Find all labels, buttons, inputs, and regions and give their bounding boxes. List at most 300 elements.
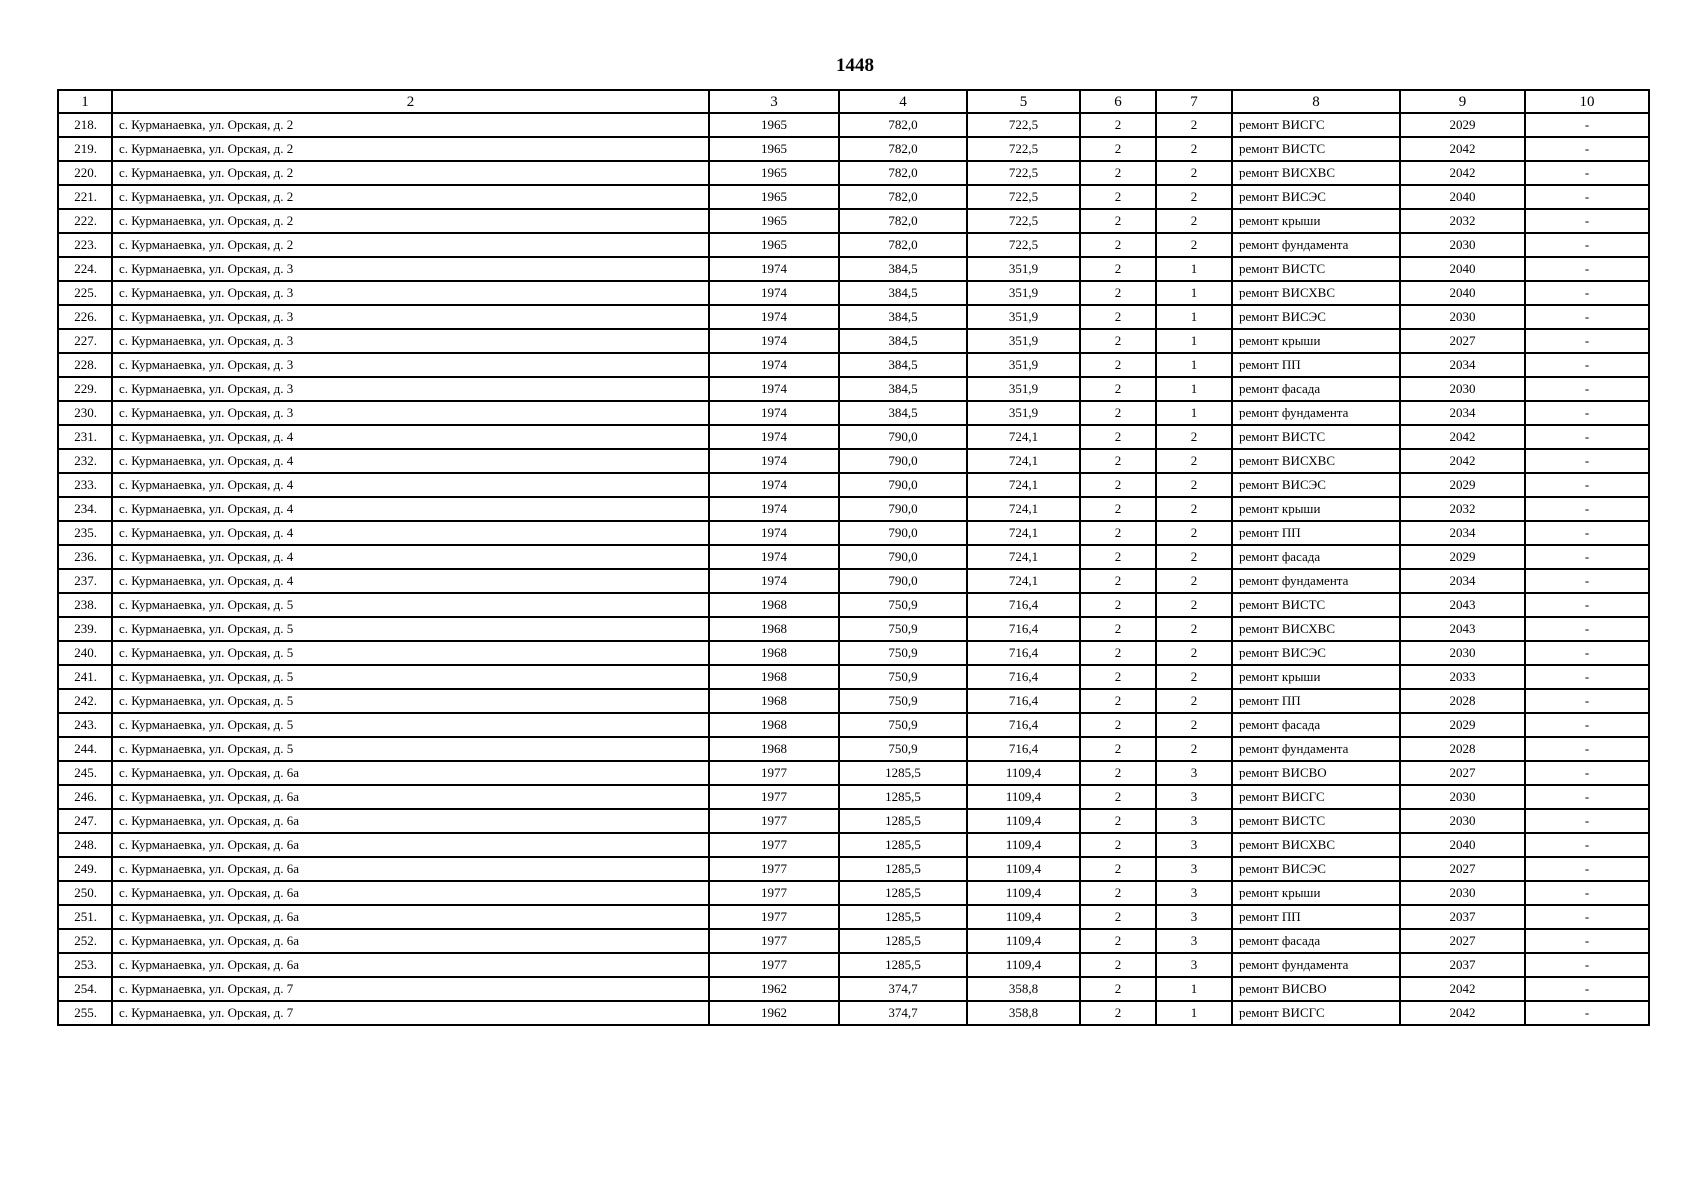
cell-build-year: 1974 (709, 329, 839, 353)
cell-total-area: 750,9 (839, 713, 967, 737)
cell-entrances: 1 (1156, 1001, 1232, 1025)
cell-total-area: 1285,5 (839, 809, 967, 833)
cell-address: с. Курманаевка, ул. Орская, д. 6а (112, 761, 709, 785)
cell-row-number: 228. (58, 353, 112, 377)
cell-total-area: 1285,5 (839, 857, 967, 881)
cell-row-number: 242. (58, 689, 112, 713)
cell-note: - (1525, 953, 1649, 977)
cell-floors: 2 (1080, 905, 1156, 929)
cell-address: с. Курманаевка, ул. Орская, д. 4 (112, 449, 709, 473)
cell-build-year: 1968 (709, 665, 839, 689)
cell-entrances: 1 (1156, 377, 1232, 401)
column-header-2: 2 (112, 90, 709, 113)
cell-row-number: 222. (58, 209, 112, 233)
cell-entrances: 2 (1156, 617, 1232, 641)
cell-living-area: 351,9 (967, 353, 1080, 377)
cell-repair-year: 2043 (1400, 617, 1525, 641)
table-row (58, 641, 1649, 665)
cell-row-number: 240. (58, 641, 112, 665)
cell-floors: 2 (1080, 881, 1156, 905)
cell-address: с. Курманаевка, ул. Орская, д. 2 (112, 209, 709, 233)
cell-floors: 2 (1080, 137, 1156, 161)
cell-total-area: 384,5 (839, 401, 967, 425)
table-row (58, 257, 1649, 281)
cell-repair-year: 2042 (1400, 449, 1525, 473)
cell-repair-year: 2040 (1400, 257, 1525, 281)
cell-row-number: 224. (58, 257, 112, 281)
cell-living-area: 358,8 (967, 1001, 1080, 1025)
cell-row-number: 251. (58, 905, 112, 929)
cell-row-number: 227. (58, 329, 112, 353)
cell-repair-year: 2027 (1400, 857, 1525, 881)
cell-build-year: 1977 (709, 833, 839, 857)
table-row (58, 665, 1649, 689)
cell-total-area: 1285,5 (839, 785, 967, 809)
cell-note: - (1525, 209, 1649, 233)
cell-row-number: 254. (58, 977, 112, 1001)
cell-address: с. Курманаевка, ул. Орская, д. 6а (112, 953, 709, 977)
cell-address: с. Курманаевка, ул. Орская, д. 3 (112, 377, 709, 401)
cell-address: с. Курманаевка, ул. Орская, д. 6а (112, 785, 709, 809)
cell-address: с. Курманаевка, ул. Орская, д. 5 (112, 641, 709, 665)
cell-build-year: 1974 (709, 377, 839, 401)
cell-repair-year: 2030 (1400, 881, 1525, 905)
cell-row-number: 226. (58, 305, 112, 329)
cell-repair-year: 2027 (1400, 329, 1525, 353)
cell-repair-year: 2030 (1400, 809, 1525, 833)
cell-entrances: 2 (1156, 641, 1232, 665)
table-row (58, 593, 1649, 617)
cell-floors: 2 (1080, 977, 1156, 1001)
cell-row-number: 221. (58, 185, 112, 209)
cell-repair-year: 2042 (1400, 425, 1525, 449)
cell-entrances: 2 (1156, 521, 1232, 545)
cell-living-area: 716,4 (967, 593, 1080, 617)
cell-note: - (1525, 425, 1649, 449)
cell-floors: 2 (1080, 665, 1156, 689)
cell-build-year: 1977 (709, 929, 839, 953)
cell-row-number: 239. (58, 617, 112, 641)
cell-row-number: 218. (58, 113, 112, 137)
cell-note: - (1525, 473, 1649, 497)
cell-floors: 2 (1080, 641, 1156, 665)
cell-total-area: 750,9 (839, 617, 967, 641)
cell-row-number: 220. (58, 161, 112, 185)
cell-work-type: ремонт ПП (1232, 905, 1400, 929)
cell-floors: 2 (1080, 353, 1156, 377)
cell-row-number: 223. (58, 233, 112, 257)
table-row (58, 377, 1649, 401)
cell-work-type: ремонт ВИСТС (1232, 257, 1400, 281)
cell-floors: 2 (1080, 929, 1156, 953)
cell-build-year: 1974 (709, 569, 839, 593)
cell-row-number: 238. (58, 593, 112, 617)
cell-build-year: 1965 (709, 161, 839, 185)
cell-repair-year: 2033 (1400, 665, 1525, 689)
cell-repair-year: 2040 (1400, 833, 1525, 857)
cell-total-area: 384,5 (839, 257, 967, 281)
cell-repair-year: 2028 (1400, 689, 1525, 713)
cell-row-number: 235. (58, 521, 112, 545)
cell-floors: 2 (1080, 161, 1156, 185)
cell-total-area: 384,5 (839, 329, 967, 353)
cell-floors: 2 (1080, 689, 1156, 713)
cell-address: с. Курманаевка, ул. Орская, д. 7 (112, 977, 709, 1001)
cell-note: - (1525, 641, 1649, 665)
cell-address: с. Курманаевка, ул. Орская, д. 2 (112, 137, 709, 161)
table-row (58, 473, 1649, 497)
cell-living-area: 358,8 (967, 977, 1080, 1001)
cell-build-year: 1968 (709, 737, 839, 761)
cell-entrances: 2 (1156, 497, 1232, 521)
cell-total-area: 790,0 (839, 521, 967, 545)
cell-address: с. Курманаевка, ул. Орская, д. 5 (112, 737, 709, 761)
cell-entrances: 2 (1156, 737, 1232, 761)
table-row (58, 545, 1649, 569)
cell-living-area: 716,4 (967, 689, 1080, 713)
table-row (58, 1001, 1649, 1025)
cell-floors: 2 (1080, 113, 1156, 137)
cell-row-number: 255. (58, 1001, 112, 1025)
cell-work-type: ремонт ПП (1232, 689, 1400, 713)
cell-living-area: 724,1 (967, 569, 1080, 593)
cell-address: с. Курманаевка, ул. Орская, д. 5 (112, 665, 709, 689)
cell-entrances: 1 (1156, 401, 1232, 425)
cell-floors: 2 (1080, 545, 1156, 569)
cell-build-year: 1965 (709, 185, 839, 209)
cell-note: - (1525, 977, 1649, 1001)
cell-work-type: ремонт ВИСТС (1232, 593, 1400, 617)
cell-entrances: 1 (1156, 977, 1232, 1001)
table-row (58, 497, 1649, 521)
cell-address: с. Курманаевка, ул. Орская, д. 4 (112, 521, 709, 545)
cell-living-area: 351,9 (967, 305, 1080, 329)
cell-note: - (1525, 809, 1649, 833)
column-header-9: 9 (1400, 90, 1525, 113)
cell-work-type: ремонт ВИСЭС (1232, 473, 1400, 497)
cell-address: с. Курманаевка, ул. Орская, д. 5 (112, 617, 709, 641)
table-row (58, 137, 1649, 161)
cell-build-year: 1962 (709, 977, 839, 1001)
table-row (58, 233, 1649, 257)
table-row (58, 713, 1649, 737)
cell-address: с. Курманаевка, ул. Орская, д. 2 (112, 113, 709, 137)
cell-total-area: 790,0 (839, 497, 967, 521)
cell-entrances: 3 (1156, 953, 1232, 977)
header-row (58, 90, 1649, 113)
cell-row-number: 236. (58, 545, 112, 569)
cell-living-area: 351,9 (967, 257, 1080, 281)
cell-entrances: 2 (1156, 137, 1232, 161)
cell-repair-year: 2027 (1400, 929, 1525, 953)
cell-work-type: ремонт ВИСГС (1232, 785, 1400, 809)
cell-total-area: 750,9 (839, 665, 967, 689)
table-row (58, 449, 1649, 473)
cell-entrances: 1 (1156, 329, 1232, 353)
cell-floors: 2 (1080, 233, 1156, 257)
cell-note: - (1525, 1001, 1649, 1025)
cell-build-year: 1974 (709, 545, 839, 569)
cell-entrances: 2 (1156, 545, 1232, 569)
cell-note: - (1525, 521, 1649, 545)
cell-repair-year: 2040 (1400, 281, 1525, 305)
cell-note: - (1525, 593, 1649, 617)
column-header-1: 1 (58, 90, 112, 113)
cell-work-type: ремонт ВИСХВС (1232, 833, 1400, 857)
cell-row-number: 229. (58, 377, 112, 401)
cell-repair-year: 2032 (1400, 209, 1525, 233)
cell-build-year: 1974 (709, 521, 839, 545)
cell-total-area: 1285,5 (839, 761, 967, 785)
cell-note: - (1525, 329, 1649, 353)
cell-row-number: 246. (58, 785, 112, 809)
cell-living-area: 722,5 (967, 137, 1080, 161)
cell-address: с. Курманаевка, ул. Орская, д. 4 (112, 473, 709, 497)
cell-living-area: 351,9 (967, 281, 1080, 305)
cell-total-area: 782,0 (839, 161, 967, 185)
cell-address: с. Курманаевка, ул. Орская, д. 4 (112, 497, 709, 521)
cell-note: - (1525, 857, 1649, 881)
cell-total-area: 782,0 (839, 209, 967, 233)
column-header-4: 4 (839, 90, 967, 113)
cell-floors: 2 (1080, 593, 1156, 617)
cell-work-type: ремонт фундамента (1232, 401, 1400, 425)
table-row (58, 569, 1649, 593)
cell-work-type: ремонт фундамента (1232, 953, 1400, 977)
table-row (58, 833, 1649, 857)
cell-floors: 2 (1080, 281, 1156, 305)
cell-living-area: 722,5 (967, 113, 1080, 137)
cell-row-number: 248. (58, 833, 112, 857)
cell-living-area: 1109,4 (967, 785, 1080, 809)
cell-address: с. Курманаевка, ул. Орская, д. 6а (112, 809, 709, 833)
cell-build-year: 1977 (709, 761, 839, 785)
cell-repair-year: 2034 (1400, 401, 1525, 425)
cell-living-area: 724,1 (967, 497, 1080, 521)
cell-note: - (1525, 281, 1649, 305)
cell-address: с. Курманаевка, ул. Орская, д. 6а (112, 905, 709, 929)
cell-entrances: 1 (1156, 257, 1232, 281)
cell-address: с. Курманаевка, ул. Орская, д. 4 (112, 569, 709, 593)
cell-living-area: 716,4 (967, 665, 1080, 689)
cell-repair-year: 2037 (1400, 953, 1525, 977)
cell-floors: 2 (1080, 737, 1156, 761)
cell-repair-year: 2042 (1400, 1001, 1525, 1025)
cell-living-area: 1109,4 (967, 953, 1080, 977)
cell-repair-year: 2042 (1400, 977, 1525, 1001)
table-row (58, 857, 1649, 881)
cell-address: с. Курманаевка, ул. Орская, д. 2 (112, 161, 709, 185)
table-row (58, 905, 1649, 929)
cell-entrances: 2 (1156, 185, 1232, 209)
cell-repair-year: 2029 (1400, 713, 1525, 737)
cell-total-area: 782,0 (839, 137, 967, 161)
table-row (58, 809, 1649, 833)
cell-build-year: 1974 (709, 425, 839, 449)
cell-repair-year: 2034 (1400, 353, 1525, 377)
cell-note: - (1525, 713, 1649, 737)
cell-floors: 2 (1080, 209, 1156, 233)
table-row (58, 617, 1649, 641)
cell-living-area: 1109,4 (967, 833, 1080, 857)
cell-note: - (1525, 305, 1649, 329)
cell-build-year: 1965 (709, 233, 839, 257)
cell-build-year: 1968 (709, 641, 839, 665)
table-body (58, 113, 1649, 1025)
cell-work-type: ремонт фасада (1232, 545, 1400, 569)
cell-address: с. Курманаевка, ул. Орская, д. 2 (112, 233, 709, 257)
cell-entrances: 1 (1156, 281, 1232, 305)
cell-row-number: 219. (58, 137, 112, 161)
cell-note: - (1525, 137, 1649, 161)
cell-work-type: ремонт ВИСЭС (1232, 185, 1400, 209)
cell-row-number: 231. (58, 425, 112, 449)
cell-row-number: 247. (58, 809, 112, 833)
cell-build-year: 1977 (709, 857, 839, 881)
table-row (58, 785, 1649, 809)
cell-address: с. Курманаевка, ул. Орская, д. 6а (112, 929, 709, 953)
cell-address: с. Курманаевка, ул. Орская, д. 5 (112, 713, 709, 737)
cell-row-number: 244. (58, 737, 112, 761)
table-row (58, 281, 1649, 305)
cell-work-type: ремонт фасада (1232, 713, 1400, 737)
cell-living-area: 724,1 (967, 449, 1080, 473)
cell-note: - (1525, 353, 1649, 377)
cell-repair-year: 2030 (1400, 305, 1525, 329)
cell-work-type: ремонт фасада (1232, 377, 1400, 401)
cell-address: с. Курманаевка, ул. Орская, д. 3 (112, 281, 709, 305)
cell-row-number: 249. (58, 857, 112, 881)
cell-note: - (1525, 257, 1649, 281)
cell-address: с. Курманаевка, ул. Орская, д. 6а (112, 881, 709, 905)
cell-repair-year: 2028 (1400, 737, 1525, 761)
cell-note: - (1525, 737, 1649, 761)
cell-floors: 2 (1080, 809, 1156, 833)
cell-living-area: 1109,4 (967, 881, 1080, 905)
cell-repair-year: 2029 (1400, 545, 1525, 569)
cell-work-type: ремонт ВИСВО (1232, 977, 1400, 1001)
cell-address: с. Курманаевка, ул. Орская, д. 4 (112, 545, 709, 569)
cell-note: - (1525, 113, 1649, 137)
table-row (58, 977, 1649, 1001)
cell-floors: 2 (1080, 953, 1156, 977)
cell-living-area: 1109,4 (967, 905, 1080, 929)
cell-repair-year: 2034 (1400, 521, 1525, 545)
cell-address: с. Курманаевка, ул. Орская, д. 3 (112, 353, 709, 377)
cell-entrances: 3 (1156, 833, 1232, 857)
cell-work-type: ремонт фундамента (1232, 737, 1400, 761)
cell-living-area: 716,4 (967, 713, 1080, 737)
cell-entrances: 2 (1156, 473, 1232, 497)
cell-build-year: 1968 (709, 617, 839, 641)
cell-entrances: 2 (1156, 233, 1232, 257)
cell-address: с. Курманаевка, ул. Орская, д. 3 (112, 305, 709, 329)
cell-repair-year: 2032 (1400, 497, 1525, 521)
cell-work-type: ремонт ВИСЭС (1232, 305, 1400, 329)
cell-entrances: 2 (1156, 449, 1232, 473)
column-header-3: 3 (709, 90, 839, 113)
cell-note: - (1525, 569, 1649, 593)
cell-entrances: 2 (1156, 665, 1232, 689)
column-header-7: 7 (1156, 90, 1232, 113)
cell-floors: 2 (1080, 377, 1156, 401)
cell-work-type: ремонт крыши (1232, 665, 1400, 689)
cell-build-year: 1977 (709, 905, 839, 929)
column-header-5: 5 (967, 90, 1080, 113)
cell-total-area: 750,9 (839, 641, 967, 665)
cell-work-type: ремонт ВИСТС (1232, 809, 1400, 833)
table-row (58, 689, 1649, 713)
cell-build-year: 1977 (709, 881, 839, 905)
cell-note: - (1525, 617, 1649, 641)
cell-build-year: 1974 (709, 305, 839, 329)
cell-build-year: 1974 (709, 449, 839, 473)
cell-build-year: 1965 (709, 113, 839, 137)
cell-note: - (1525, 881, 1649, 905)
cell-build-year: 1977 (709, 809, 839, 833)
cell-living-area: 1109,4 (967, 761, 1080, 785)
cell-address: с. Курманаевка, ул. Орская, д. 3 (112, 257, 709, 281)
cell-floors: 2 (1080, 833, 1156, 857)
cell-address: с. Курманаевка, ул. Орская, д. 2 (112, 185, 709, 209)
cell-work-type: ремонт крыши (1232, 329, 1400, 353)
cell-living-area: 716,4 (967, 617, 1080, 641)
cell-build-year: 1965 (709, 209, 839, 233)
cell-address: с. Курманаевка, ул. Орская, д. 7 (112, 1001, 709, 1025)
cell-note: - (1525, 233, 1649, 257)
cell-address: с. Курманаевка, ул. Орская, д. 4 (112, 425, 709, 449)
cell-entrances: 2 (1156, 689, 1232, 713)
cell-row-number: 232. (58, 449, 112, 473)
cell-repair-year: 2042 (1400, 161, 1525, 185)
cell-entrances: 1 (1156, 305, 1232, 329)
cell-living-area: 724,1 (967, 521, 1080, 545)
cell-total-area: 790,0 (839, 473, 967, 497)
cell-note: - (1525, 401, 1649, 425)
cell-entrances: 2 (1156, 113, 1232, 137)
cell-entrances: 2 (1156, 209, 1232, 233)
cell-entrances: 2 (1156, 713, 1232, 737)
table-row (58, 761, 1649, 785)
cell-address: с. Курманаевка, ул. Орская, д. 6а (112, 833, 709, 857)
cell-note: - (1525, 377, 1649, 401)
cell-note: - (1525, 833, 1649, 857)
table-row (58, 521, 1649, 545)
column-header-6: 6 (1080, 90, 1156, 113)
cell-work-type: ремонт фундамента (1232, 233, 1400, 257)
table-row (58, 929, 1649, 953)
cell-work-type: ремонт ВИСГС (1232, 113, 1400, 137)
cell-row-number: 230. (58, 401, 112, 425)
cell-work-type: ремонт ВИСХВС (1232, 161, 1400, 185)
cell-repair-year: 2034 (1400, 569, 1525, 593)
cell-row-number: 245. (58, 761, 112, 785)
page-number: 1448 (836, 55, 874, 76)
column-header-10: 10 (1525, 90, 1649, 113)
cell-floors: 2 (1080, 761, 1156, 785)
cell-repair-year: 2030 (1400, 785, 1525, 809)
cell-work-type: ремонт ВИСХВС (1232, 617, 1400, 641)
cell-build-year: 1962 (709, 1001, 839, 1025)
cell-build-year: 1968 (709, 713, 839, 737)
cell-row-number: 252. (58, 929, 112, 953)
cell-total-area: 790,0 (839, 545, 967, 569)
table-row (58, 353, 1649, 377)
cell-work-type: ремонт крыши (1232, 209, 1400, 233)
cell-address: с. Курманаевка, ул. Орская, д. 5 (112, 593, 709, 617)
cell-living-area: 351,9 (967, 329, 1080, 353)
cell-floors: 2 (1080, 449, 1156, 473)
